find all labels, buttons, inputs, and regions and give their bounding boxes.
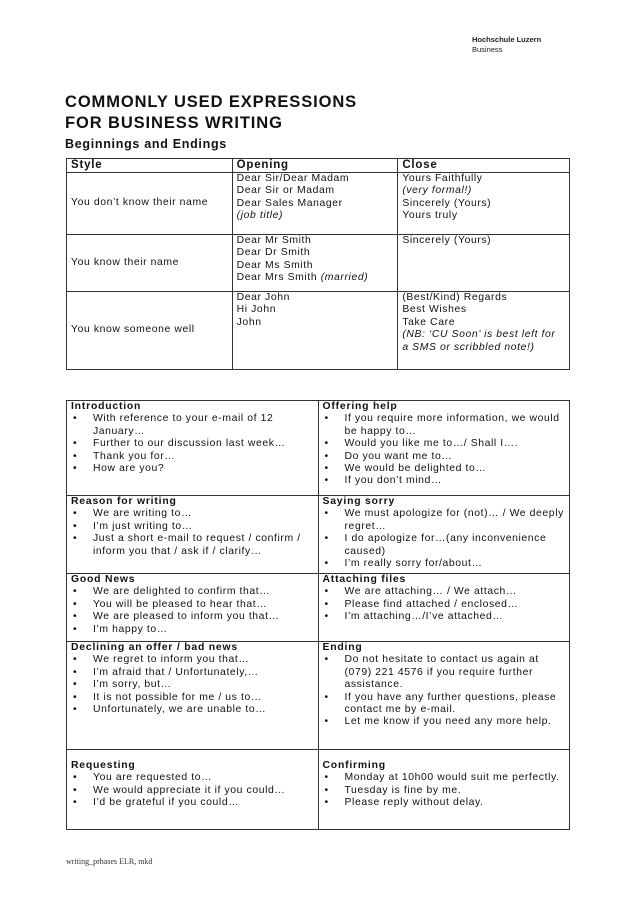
- list-item: • We must apologize for (not)… / We deeply regret…: [323, 508, 566, 533]
- table-row: [67, 401, 570, 496]
- institution-department: Business: [472, 45, 503, 54]
- beginnings-endings-table: [66, 158, 570, 370]
- close-cell: [398, 173, 570, 235]
- style-cell: You don’t know their name: [67, 173, 233, 235]
- list-item: • Do not hesitate to contact us again at (079) 221 4576 if you require further assistance.: [323, 654, 566, 691]
- opening-text: Dear Ms Smith: [236, 259, 314, 271]
- opening-text: John: [236, 316, 262, 328]
- opening-text: Dear Mrs Smith: [236, 272, 318, 284]
- opening-line: [237, 247, 394, 259]
- close-text: (NB: ‘CU Soon’ is best left for a SMS or scribbled note!): [402, 329, 556, 353]
- close-line: [402, 173, 565, 185]
- list-item: • You will be pleased to hear that…: [71, 599, 314, 611]
- close-line: [402, 185, 565, 197]
- style-cell: You know someone well: [67, 292, 233, 370]
- close-line: [402, 329, 565, 354]
- section-title: Requesting: [71, 760, 136, 771]
- table-row: [67, 574, 570, 642]
- section-title: Offering help: [322, 401, 398, 412]
- column-header-close: Close: [398, 159, 570, 173]
- expression-list: [71, 772, 314, 809]
- expression-list: [71, 586, 314, 636]
- section-title: Saying sorry: [322, 496, 396, 507]
- expression-section: [318, 574, 570, 642]
- opening-text: Dear John: [236, 292, 290, 303]
- list-item: • I’m attaching…/I’ve attached…: [323, 611, 566, 623]
- close-text: Yours Faithfully: [402, 173, 483, 184]
- section-title: Introduction: [71, 401, 142, 412]
- list-item: • If you don’t mind…: [323, 475, 566, 487]
- table-row: [67, 496, 570, 574]
- opening-text: Dear Dr Smith: [236, 247, 311, 259]
- opening-cell: [232, 173, 398, 235]
- section-title: Ending: [322, 642, 363, 653]
- table-row: [67, 750, 570, 830]
- close-text: Best Wishes: [402, 304, 467, 316]
- opening-line: [237, 292, 394, 304]
- expression-section: [67, 574, 319, 642]
- institution-name: Hochschule Luzern: [472, 35, 542, 44]
- expression-list: [323, 586, 566, 623]
- list-item: • We are attaching… / We attach…: [323, 586, 566, 598]
- opening-line: [237, 235, 394, 247]
- close-line: [402, 317, 565, 329]
- close-text: Sincerely (Yours): [402, 197, 492, 209]
- close-cell: [398, 292, 570, 370]
- opening-text: Hi John: [236, 304, 277, 316]
- column-header-opening: Opening: [232, 159, 398, 173]
- close-line: [402, 304, 565, 316]
- list-item: • Let me know if you need any more help.: [323, 716, 566, 728]
- section-title: Attaching files: [322, 574, 407, 585]
- close-text: Sincerely (Yours): [402, 235, 492, 246]
- opening-text: Dear Mr Smith: [236, 235, 312, 246]
- opening-cell: [232, 292, 398, 370]
- close-line: [402, 235, 565, 247]
- column-header-style: Style: [67, 159, 233, 173]
- list-item: • Tuesday is fine by me.: [323, 785, 566, 797]
- list-item: • How are you?: [71, 463, 314, 475]
- section-title: Reason for writing: [71, 496, 177, 507]
- close-text: Take Care: [402, 316, 456, 328]
- close-text: (Best/Kind) Regards: [402, 292, 508, 303]
- list-item: • We would be delighted to…: [323, 463, 566, 475]
- list-item: • I’m just writing to…: [71, 521, 314, 533]
- expression-list: [323, 772, 566, 809]
- table-header-row: [67, 159, 570, 173]
- list-item: • With reference to your e-mail of 12 January…: [71, 413, 314, 438]
- opening-line: [237, 317, 394, 329]
- opening-cell: [232, 235, 398, 292]
- footer-note: writing_prhases ELR, mkd: [66, 857, 153, 866]
- style-cell: You know their name: [67, 235, 233, 292]
- list-item: • It is not possible for me / us to…: [71, 692, 314, 704]
- list-item: • Please find attached / enclosed…: [323, 599, 566, 611]
- page-subtitle: Beginnings and Endings: [65, 137, 227, 151]
- opening-line: [237, 198, 394, 210]
- list-item: • Just a short e-mail to request / confirm / inform you that / ask if / clarify…: [71, 533, 314, 558]
- opening-line: [237, 185, 394, 197]
- list-item: • I do apologize for…(any inconvenience caused): [323, 533, 566, 558]
- title-block: [65, 92, 357, 152]
- opening-text: Dear Sir/Dear Madam: [236, 173, 350, 184]
- list-item: • We are delighted to confirm that…: [71, 586, 314, 598]
- list-item: • We would appreciate it if you could…: [71, 785, 314, 797]
- section-title: Confirming: [322, 760, 386, 771]
- page-title-line-1: COMMONLY USED EXPRESSIONS: [65, 93, 358, 111]
- opening-line: [237, 210, 394, 222]
- list-item: • We are writing to…: [71, 508, 314, 520]
- list-item: • Unfortunately, we are unable to…: [71, 704, 314, 716]
- list-item: • If you require more information, we would be happy to…: [323, 413, 566, 438]
- expression-section: [67, 496, 319, 574]
- opening-line: [237, 260, 394, 272]
- list-item: • We regret to inform you that…: [71, 654, 314, 666]
- list-item: • We are pleased to inform you that…: [71, 611, 314, 623]
- expression-section: [318, 401, 570, 496]
- opening-line: [237, 272, 394, 284]
- list-item: • Thank you for…: [71, 451, 314, 463]
- list-item: • I’m afraid that / Unfortunately,…: [71, 667, 314, 679]
- institution-header: [472, 35, 541, 55]
- page-title-line-2: FOR BUSINESS WRITING: [65, 114, 283, 132]
- expressions-table: [66, 400, 570, 830]
- list-item: • Please reply without delay.: [323, 797, 566, 809]
- close-line: [402, 210, 565, 222]
- opening-text: Dear Sales Manager: [236, 197, 343, 209]
- list-item: • Monday at 10h00 would suit me perfectly.: [323, 772, 566, 784]
- list-item: • I’m happy to…: [71, 624, 314, 636]
- expression-list: [71, 654, 314, 716]
- opening-line: [237, 173, 394, 185]
- expression-list: [323, 413, 566, 487]
- list-item: • I’m sorry, but…: [71, 679, 314, 691]
- list-item: • If you have any further questions, please contact me by e-mail.: [323, 692, 566, 717]
- opening-note: (married): [320, 272, 369, 284]
- section-title: Declining an offer / bad news: [71, 642, 238, 653]
- opening-text: (job title): [236, 210, 284, 222]
- close-text: Yours truly: [402, 210, 458, 222]
- section-title: Good News: [71, 574, 136, 585]
- close-cell: [398, 235, 570, 292]
- expression-section: [67, 642, 319, 750]
- expression-list: [323, 508, 566, 570]
- expression-list: [71, 413, 314, 475]
- expression-section: [67, 750, 319, 830]
- table-row: [67, 173, 570, 235]
- expression-section: [67, 401, 319, 496]
- expression-section: [318, 642, 570, 750]
- list-item: • I’m really sorry for/about…: [323, 558, 566, 570]
- list-item: • Do you want me to…: [323, 451, 566, 463]
- expression-list: [71, 508, 314, 558]
- list-item: • You are requested to…: [71, 772, 314, 784]
- close-line: [402, 292, 565, 304]
- table-row: [67, 642, 570, 750]
- list-item: • Further to our discussion last week…: [71, 438, 314, 450]
- list-item: • Would you like me to…/ Shall I….: [323, 438, 566, 450]
- expression-section: [318, 496, 570, 574]
- opening-text: Dear Sir or Madam: [236, 185, 335, 197]
- expression-section: [318, 750, 570, 830]
- close-line: [402, 198, 565, 210]
- opening-line: [237, 304, 394, 316]
- close-text: (very formal!): [402, 185, 472, 197]
- table-row: [67, 235, 570, 292]
- list-item: • I’d be grateful if you could…: [71, 797, 314, 809]
- expression-list: [323, 654, 566, 728]
- table-row: [67, 292, 570, 370]
